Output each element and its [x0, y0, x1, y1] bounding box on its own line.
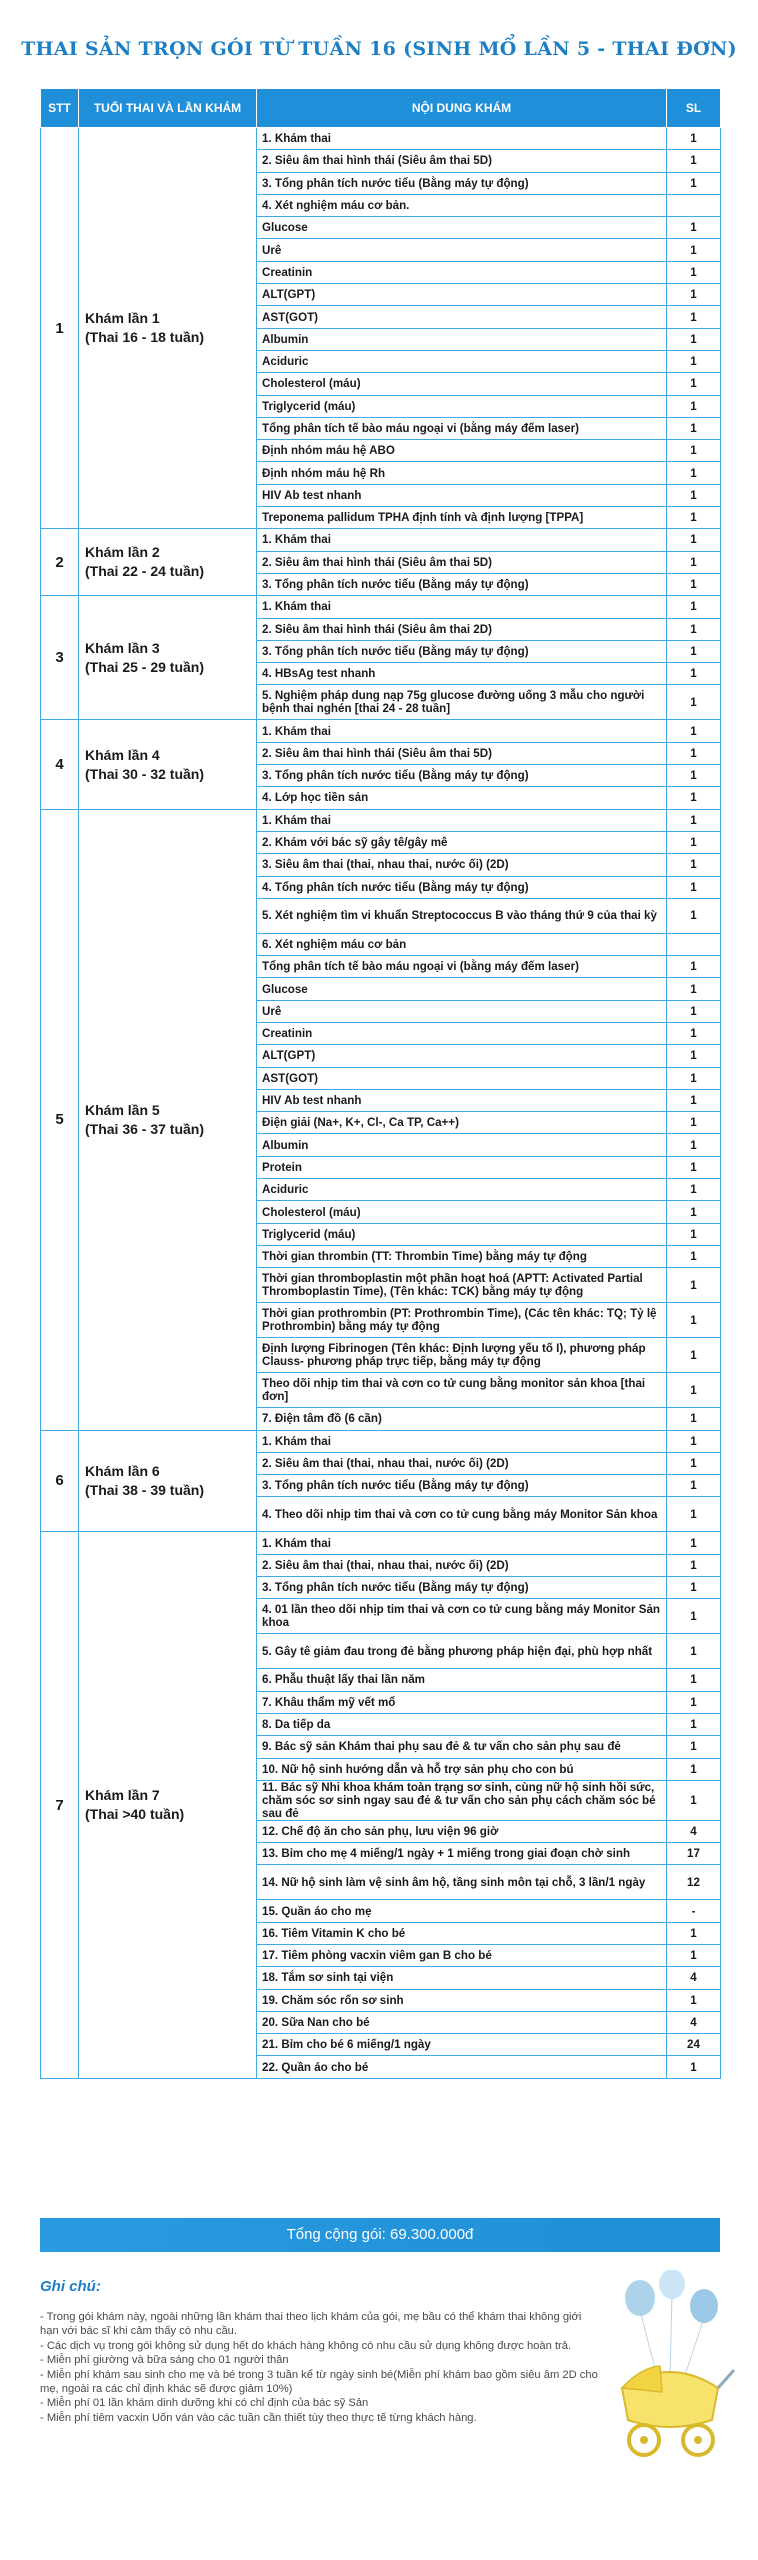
service-quantity: 1 [667, 831, 721, 853]
service-item: 4. 01 lần theo dõi nhịp tim thai và cơn co tử cung bằng máy Monitor Sản khoa [257, 1599, 667, 1634]
visit-number: 7 [41, 1532, 79, 2078]
service-item: 1. Khám thai [257, 1430, 667, 1452]
service-item: 11. Bác sỹ Nhi khoa khám toàn trạng sơ sinh, cùng nữ hộ sinh hồi sức, chăm sóc sơ sinh ngay sau đẻ & tư vấn cho sản phụ cách chăm sóc bé sau đẻ [257, 1780, 667, 1820]
service-item: 13. Bỉm cho mẹ 4 miếng/1 ngày + 1 miếng trong giai đoạn chờ sinh [257, 1843, 667, 1865]
service-item: 1. Khám thai [257, 529, 667, 551]
service-item: Định nhóm máu hệ Rh [257, 462, 667, 484]
service-quantity: 1 [667, 328, 721, 350]
service-quantity: 1 [667, 573, 721, 595]
service-quantity [667, 933, 721, 955]
service-quantity: 4 [667, 1820, 721, 1842]
service-quantity: 1 [667, 462, 721, 484]
service-item: ALT(GPT) [257, 1045, 667, 1067]
service-item: Tổng phân tích tế bào máu ngoại vi (bằng máy đếm laser) [257, 417, 667, 439]
service-quantity: 1 [667, 217, 721, 239]
service-quantity: 1 [667, 306, 721, 328]
service-quantity [667, 194, 721, 216]
service-item: 2. Siêu âm thai hình thái (Siêu âm thai 2D) [257, 618, 667, 640]
service-item: 8. Da tiếp da [257, 1713, 667, 1735]
service-quantity: 1 [667, 685, 721, 720]
service-quantity: 1 [667, 1373, 721, 1408]
service-item: Cholesterol (máu) [257, 373, 667, 395]
visit-gestation-range: (Thai >40 tuần) [85, 1806, 185, 1823]
service-item: 20. Sữa Nan cho bé [257, 2011, 667, 2033]
service-quantity: 1 [667, 1408, 721, 1430]
service-item: 17. Tiêm phòng vacxin viêm gan B cho bé [257, 1945, 667, 1967]
visit-gestation-range: (Thai 22 - 24 tuần) [85, 563, 205, 580]
service-quantity: 1 [667, 2056, 721, 2078]
service-item: 5. Xét nghiệm tìm vi khuẩn Streptococcus B vào tháng thứ 9 của thai kỳ [257, 898, 667, 933]
service-quantity: 1 [667, 1179, 721, 1201]
service-item: 6. Xét nghiệm máu cơ bản [257, 933, 667, 955]
note-item: - Miễn phí giường và bữa sáng cho 01 người thân [40, 2354, 289, 2367]
service-quantity: 1 [667, 787, 721, 809]
service-quantity: - [667, 1900, 721, 1922]
service-quantity: 1 [667, 395, 721, 417]
service-item: 4. HBsAg test nhanh [257, 663, 667, 685]
service-item: Cholesterol (máu) [257, 1201, 667, 1223]
service-item: 4. Theo dõi nhịp tim thai và cơn co tử cung bằng máy Monitor Sản khoa [257, 1497, 667, 1532]
visit-number: 3 [41, 596, 79, 720]
service-item: 2. Siêu âm thai (thai, nhau thai, nước ối) (2D) [257, 1554, 667, 1576]
service-quantity: 1 [667, 618, 721, 640]
service-item: HIV Ab test nhanh [257, 1089, 667, 1111]
service-item: Aciduric [257, 1179, 667, 1201]
service-quantity: 1 [667, 1022, 721, 1044]
service-quantity: 1 [667, 1268, 721, 1303]
service-quantity: 1 [667, 1713, 721, 1735]
service-quantity: 1 [667, 663, 721, 685]
visit-gestation-range: (Thai 30 - 32 tuần) [85, 765, 205, 782]
service-quantity: 1 [667, 898, 721, 933]
visit-gestation-range: (Thai 38 - 39 tuần) [85, 1481, 205, 1498]
notes-list [40, 2310, 600, 2425]
service-item: Aciduric [257, 350, 667, 372]
service-item: 1. Khám thai [257, 128, 667, 150]
service-quantity: 1 [667, 1430, 721, 1452]
service-item: Protein [257, 1156, 667, 1178]
service-item: 1. Khám thai [257, 1532, 667, 1554]
table-row [41, 1532, 721, 1554]
service-item: Urê [257, 1000, 667, 1022]
service-item: 19. Chăm sóc rốn sơ sinh [257, 1989, 667, 2011]
service-quantity: 1 [667, 1475, 721, 1497]
service-quantity: 1 [667, 720, 721, 742]
service-quantity: 1 [667, 1000, 721, 1022]
service-item: 14. Nữ hộ sinh làm vệ sinh âm hộ, tầng sinh môn tại chỗ, 3 lần/1 ngày [257, 1865, 667, 1900]
service-quantity: 1 [667, 1989, 721, 2011]
service-quantity: 1 [667, 1245, 721, 1267]
service-quantity: 12 [667, 1865, 721, 1900]
note-item: - Miễn phí 01 lần khám dinh dưỡng khi có chỉ định của bác sỹ Sản [40, 2397, 369, 2410]
service-quantity: 1 [667, 1303, 721, 1338]
service-quantity: 1 [667, 440, 721, 462]
service-item: 3. Tổng phân tích nước tiểu (Bằng máy tự động) [257, 765, 667, 787]
visit-name: Khám lần 2 [85, 544, 160, 561]
service-quantity: 1 [667, 484, 721, 506]
service-item: Thời gian prothrombin (PT: Prothrombin Time), (Các tên khác: TQ; Tỷ lệ Prothrombin) bằng máy tự động [257, 1303, 667, 1338]
note-item: - Miễn phí tiêm vacxin Uốn ván vào các tuần cần thiết tùy theo thực tế từng khách hàng. [40, 2411, 477, 2424]
service-item: 2. Siêu âm thai hình thái (Siêu âm thai 5D) [257, 742, 667, 764]
visit-number: 4 [41, 720, 79, 809]
note-item: - Các dịch vụ trong gói không sử dụng hết do khách hàng không có nhu cầu sử dụng không được hoàn trả. [40, 2339, 572, 2352]
service-item: HIV Ab test nhanh [257, 484, 667, 506]
service-item: ALT(GPT) [257, 284, 667, 306]
service-item: 1. Khám thai [257, 809, 667, 831]
service-quantity: 1 [667, 1758, 721, 1780]
service-item: Theo dõi nhịp tim thai và cơn co tử cung bằng monitor sản khoa [thai đơn] [257, 1373, 667, 1408]
visit-gestation-range: (Thai 36 - 37 tuần) [85, 1120, 205, 1137]
service-item: 22. Quần áo cho bé [257, 2056, 667, 2078]
service-quantity: 1 [667, 1691, 721, 1713]
service-quantity: 1 [667, 1780, 721, 1820]
service-quantity: 17 [667, 1843, 721, 1865]
service-item: 4. Tổng phân tích nước tiểu (Bằng máy tự động) [257, 876, 667, 898]
service-quantity: 1 [667, 1532, 721, 1554]
service-item: Creatinin [257, 261, 667, 283]
visit-name: Khám lần 6 [85, 1462, 160, 1479]
service-quantity: 1 [667, 1497, 721, 1532]
service-item: 3. Tổng phân tích nước tiểu (Bằng máy tự động) [257, 1475, 667, 1497]
table-row [41, 596, 721, 618]
service-quantity: 1 [667, 1338, 721, 1373]
service-item: 7. Điện tâm đồ (6 cần) [257, 1408, 667, 1430]
service-item: 10. Nữ hộ sinh hướng dẫn và hỗ trợ sản phụ cho con bú [257, 1758, 667, 1780]
service-quantity: 1 [667, 1554, 721, 1576]
service-item: 1. Khám thai [257, 596, 667, 618]
service-quantity: 1 [667, 373, 721, 395]
visit-name: Khám lần 7 [85, 1787, 160, 1804]
service-item: 12. Chế độ ăn cho sản phụ, lưu viện 96 giờ [257, 1820, 667, 1842]
visit-label [79, 529, 257, 596]
table-row [41, 720, 721, 742]
visit-label [79, 1430, 257, 1532]
service-item: 6. Phẫu thuật lấy thai lần năm [257, 1669, 667, 1691]
visit-label [79, 1532, 257, 2078]
service-item: Treponema pallidum TPHA định tính và định lượng [TPPA] [257, 507, 667, 529]
service-quantity: 1 [667, 239, 721, 261]
service-quantity: 1 [667, 978, 721, 1000]
service-item: Triglycerid (máu) [257, 395, 667, 417]
service-quantity: 1 [667, 596, 721, 618]
table-row [41, 529, 721, 551]
service-quantity: 4 [667, 2011, 721, 2033]
service-item: 7. Khâu thẩm mỹ vết mổ [257, 1691, 667, 1713]
notes-heading: Ghi chú: [40, 2278, 101, 2295]
service-item: 18. Tắm sơ sinh tại viện [257, 1967, 667, 1989]
visit-number: 6 [41, 1430, 79, 1532]
service-item: Urê [257, 239, 667, 261]
page-title: THAI SẢN TRỌN GÓI TỪ TUẦN 16 (SINH MỔ LẦN 5 - THAI ĐƠN) [21, 38, 737, 60]
service-quantity: 1 [667, 1452, 721, 1474]
service-item: 5. Gây tê giảm đau trong đẻ bằng phương pháp hiện đại, phù hợp nhất [257, 1634, 667, 1669]
service-quantity: 1 [667, 128, 721, 150]
service-item: 9. Bác sỹ sản Khám thai phụ sau đẻ & tư vấn cho sản phụ sau đẻ [257, 1736, 667, 1758]
service-item: 2. Siêu âm thai hình thái (Siêu âm thai 5D) [257, 551, 667, 573]
service-item: 3. Tổng phân tích nước tiểu (Bằng máy tự động) [257, 1577, 667, 1599]
service-item: 3. Siêu âm thai (thai, nhau thai, nước ối) (2D) [257, 854, 667, 876]
service-item: 2. Khám với bác sỹ gây tê/gây mê [257, 831, 667, 853]
service-quantity: 1 [667, 1736, 721, 1758]
visit-number: 5 [41, 809, 79, 1430]
visit-label [79, 596, 257, 720]
service-quantity: 1 [667, 956, 721, 978]
service-quantity: 24 [667, 2034, 721, 2056]
visit-number: 1 [41, 128, 79, 529]
service-quantity: 1 [667, 1599, 721, 1634]
service-item: Triglycerid (máu) [257, 1223, 667, 1245]
service-quantity: 1 [667, 1634, 721, 1669]
service-item: 5. Nghiệm pháp dung nạp 75g glucose đường uống 3 mẫu cho người bệnh thai nghén [thai 24 - 28 tuần] [257, 685, 667, 720]
table-header-row [41, 89, 721, 128]
table-row [41, 1430, 721, 1452]
service-item: 3. Tổng phân tích nước tiểu (Bằng máy tự động) [257, 172, 667, 194]
service-quantity: 1 [667, 507, 721, 529]
service-quantity: 1 [667, 284, 721, 306]
service-quantity: 1 [667, 1922, 721, 1944]
service-quantity: 1 [667, 261, 721, 283]
service-quantity: 1 [667, 1577, 721, 1599]
service-quantity: 1 [667, 551, 721, 573]
service-quantity: 1 [667, 876, 721, 898]
service-item: Định nhóm máu hệ ABO [257, 440, 667, 462]
service-item: AST(GOT) [257, 1067, 667, 1089]
service-item: AST(GOT) [257, 306, 667, 328]
service-quantity: 1 [667, 1156, 721, 1178]
header-visit: TUỔI THAI VÀ LẦN KHÁM [79, 89, 257, 128]
visit-name: Khám lần 4 [85, 746, 160, 763]
service-item: 4. Lớp học tiền sản [257, 787, 667, 809]
service-item: 21. Bỉm cho bé 6 miếng/1 ngày [257, 2034, 667, 2056]
service-item: Glucose [257, 978, 667, 1000]
table-row [41, 809, 721, 831]
service-quantity: 1 [667, 529, 721, 551]
service-item: 1. Khám thai [257, 720, 667, 742]
service-quantity: 1 [667, 765, 721, 787]
service-quantity: 1 [667, 1067, 721, 1089]
service-item: 3. Tổng phân tích nước tiểu (Bằng máy tự động) [257, 573, 667, 595]
service-quantity: 4 [667, 1967, 721, 1989]
service-item: Thời gian thrombin (TT: Thrombin Time) bằng máy tự động [257, 1245, 667, 1267]
visit-name: Khám lần 3 [85, 639, 160, 656]
visit-gestation-range: (Thai 25 - 29 tuần) [85, 658, 205, 675]
service-quantity: 1 [667, 1112, 721, 1134]
service-item: Albumin [257, 1134, 667, 1156]
service-quantity: 1 [667, 640, 721, 662]
baby-carriage-icon [600, 2270, 740, 2470]
visit-name: Khám lần 1 [85, 310, 160, 327]
header-stt: STT [41, 89, 79, 128]
service-item: 2. Siêu âm thai (thai, nhau thai, nước ối) (2D) [257, 1452, 667, 1474]
service-item: Creatinin [257, 1022, 667, 1044]
note-item: - Trong gói khám này, ngoài những lần khám thai theo lịch khám của gói, mẹ bầu có thể khám thai không giới hạn với bác sĩ khi cảm thấy có nhu cầu. [40, 2311, 582, 2338]
table-body [41, 128, 721, 2079]
package-table [40, 88, 721, 2079]
service-quantity: 1 [667, 417, 721, 439]
service-quantity: 1 [667, 854, 721, 876]
service-quantity: 1 [667, 1134, 721, 1156]
service-item: 4. Xét nghiệm máu cơ bản. [257, 194, 667, 216]
service-quantity: 1 [667, 150, 721, 172]
service-item: Glucose [257, 217, 667, 239]
service-quantity: 1 [667, 809, 721, 831]
service-item: Điện giải (Na+, K+, Cl-, Ca TP, Ca++) [257, 1112, 667, 1134]
service-item: Định lượng Fibrinogen (Tên khác: Định lượng yếu tố I), phương pháp Clauss- phương pháp trực tiếp, bằng máy tự động [257, 1338, 667, 1373]
visit-gestation-range: (Thai 16 - 18 tuần) [85, 329, 205, 346]
service-quantity: 1 [667, 1223, 721, 1245]
service-item: Tổng phân tích tế bào máu ngoại vi (bằng máy đếm laser) [257, 956, 667, 978]
visit-name: Khám lần 5 [85, 1101, 160, 1118]
service-item: Thời gian thromboplastin một phần hoạt hoá (APTT: Activated Partial Thromboplastin Time), (Tên khác: TCK) bằng máy tự động [257, 1268, 667, 1303]
service-quantity: 1 [667, 742, 721, 764]
service-quantity: 1 [667, 172, 721, 194]
service-quantity: 1 [667, 1089, 721, 1111]
service-quantity: 1 [667, 350, 721, 372]
header-content: NỘI DUNG KHÁM [257, 89, 667, 128]
note-item: - Miễn phí khám sau sinh cho mẹ và bé trong 3 tuần kể từ ngày sinh bé(Miễn phí khám bao gồm siêu âm 2D cho mẹ, ngoài ra các chỉ định khác sẽ được giảm 10%) [40, 2368, 598, 2396]
visit-number: 2 [41, 529, 79, 596]
service-quantity: 1 [667, 1201, 721, 1223]
header-qty: SL [667, 89, 721, 128]
total-price-bar: Tổng cộng gói: 69.300.000đ [40, 2218, 720, 2252]
service-item: 15. Quần áo cho mẹ [257, 1900, 667, 1922]
visit-label [79, 809, 257, 1430]
service-item: 16. Tiêm Vitamin K cho bé [257, 1922, 667, 1944]
service-quantity: 1 [667, 1045, 721, 1067]
service-quantity: 1 [667, 1945, 721, 1967]
visit-label [79, 128, 257, 529]
service-item: Albumin [257, 328, 667, 350]
service-quantity: 1 [667, 1669, 721, 1691]
service-item: 3. Tổng phân tích nước tiểu (Bằng máy tự động) [257, 640, 667, 662]
service-item: 2. Siêu âm thai hình thái (Siêu âm thai 5D) [257, 150, 667, 172]
table-row [41, 128, 721, 150]
visit-label [79, 720, 257, 809]
